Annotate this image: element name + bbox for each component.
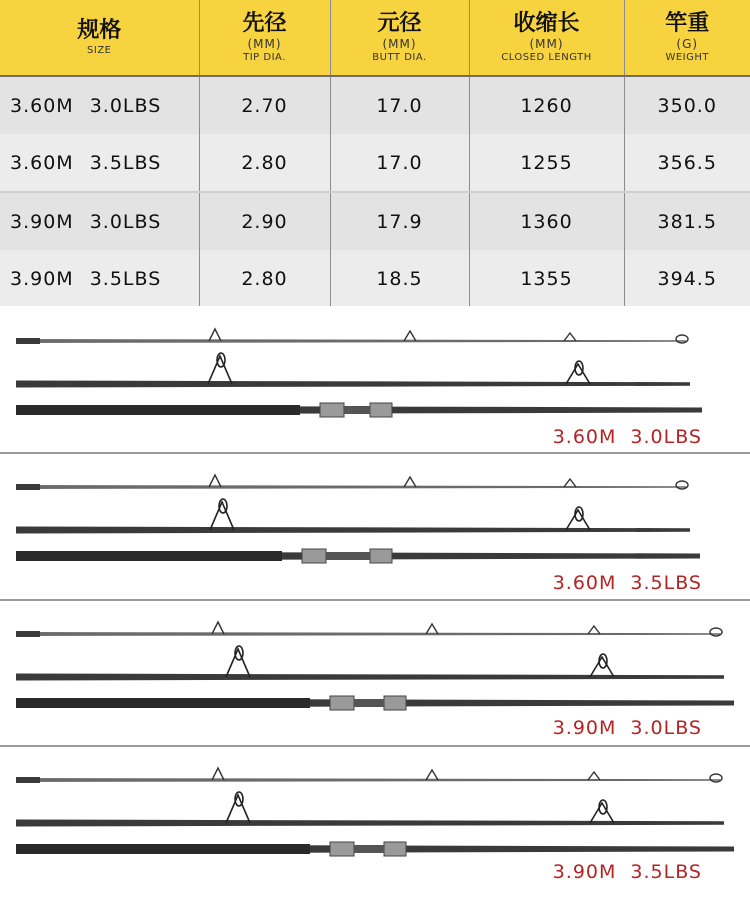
fishing-rod-butt-section — [16, 842, 734, 856]
fishing-rod-middle-section — [16, 353, 690, 388]
header-butt-unit: (MM) — [382, 37, 417, 51]
header-weight-unit: (G) — [676, 37, 699, 51]
cell-butt: 17.0 — [330, 134, 469, 192]
rod-power-label: 3.0LBS — [630, 426, 702, 448]
table-row — [0, 134, 750, 192]
size-length: 3.60M — [10, 151, 74, 174]
line-guide-icon — [426, 624, 438, 634]
rod-spec-label — [539, 861, 702, 883]
table-row — [0, 250, 750, 307]
spec-header-row — [0, 0, 750, 76]
header-tip-dia — [199, 0, 330, 76]
rod-panel-1 — [0, 306, 750, 452]
rod-power-label: 3.5LBS — [630, 572, 702, 594]
fishing-rod-tip-section — [16, 768, 722, 783]
cell-tip: 2.80 — [199, 250, 330, 307]
header-size-en: SIZE — [87, 45, 112, 56]
cell-tip: 2.70 — [199, 76, 330, 134]
fishing-rod-middle-section — [16, 792, 724, 827]
header-butt-cn: 元径 — [377, 11, 422, 36]
line-guide-icon — [209, 475, 221, 487]
header-closed-en: CLOSED LENGTH — [501, 52, 592, 63]
line-guide-icon — [564, 479, 576, 487]
line-guide-icon — [226, 795, 250, 823]
fishing-rod-middle-section — [16, 499, 690, 534]
header-closed-cn: 收缩长 — [513, 11, 580, 36]
fishing-rod-butt-section — [16, 549, 700, 563]
rod-panel-4 — [0, 745, 750, 903]
header-tip-en: TIP DIA. — [243, 52, 286, 63]
size-length: 3.90M — [10, 267, 74, 290]
rod-spec-label — [539, 572, 702, 594]
fishing-rod-middle-section — [16, 646, 724, 681]
cell-size — [0, 134, 199, 192]
rod-spec-label — [539, 426, 702, 448]
line-guide-icon — [212, 622, 224, 634]
line-guide-icon — [209, 329, 221, 341]
cell-size — [0, 192, 199, 250]
cell-size — [0, 250, 199, 307]
rod-length-label: 3.60M — [552, 426, 617, 448]
size-length: 3.60M — [10, 94, 74, 117]
reel-seat-icon — [320, 403, 392, 417]
cell-closed: 1355 — [469, 250, 624, 307]
header-tip-cn: 先径 — [242, 11, 287, 36]
line-guide-icon — [404, 477, 416, 487]
cell-closed: 1255 — [469, 134, 624, 192]
size-power: 3.0LBS — [89, 210, 162, 233]
cell-size — [0, 76, 199, 134]
header-closed-unit: (MM) — [529, 37, 564, 51]
header-butt-en: BUTT DIA. — [372, 52, 427, 63]
size-power: 3.0LBS — [89, 94, 162, 117]
table-row — [0, 192, 750, 250]
cell-weight: 381.5 — [624, 192, 750, 250]
line-guide-icon — [588, 772, 600, 780]
rod-panel-2 — [0, 452, 750, 599]
fishing-rod-tip-section — [16, 622, 722, 637]
fishing-rod-tip-section — [16, 329, 688, 344]
cell-weight: 356.5 — [624, 134, 750, 192]
line-guide-icon — [588, 626, 600, 634]
line-guide-icon — [426, 770, 438, 780]
reel-seat-icon — [330, 696, 406, 710]
cell-butt: 18.5 — [330, 250, 469, 307]
cell-tip: 2.80 — [199, 134, 330, 192]
cell-butt: 17.0 — [330, 76, 469, 134]
rod-length-label: 3.60M — [552, 572, 617, 594]
cell-closed: 1260 — [469, 76, 624, 134]
fishing-rod-butt-section — [16, 696, 734, 710]
rod-length-label: 3.90M — [552, 717, 617, 739]
header-weight — [624, 0, 750, 76]
line-guide-icon — [210, 502, 234, 530]
reel-seat-icon — [302, 549, 392, 563]
cell-tip: 2.90 — [199, 192, 330, 250]
line-guide-icon — [226, 649, 250, 677]
table-row — [0, 76, 750, 134]
cell-closed: 1360 — [469, 192, 624, 250]
header-tip-unit: (MM) — [247, 37, 282, 51]
header-weight-cn: 竿重 — [665, 11, 710, 36]
rod-panel-3 — [0, 599, 750, 745]
line-guide-icon — [212, 768, 224, 780]
fishing-rod-butt-section — [16, 403, 702, 417]
rod-length-label: 3.90M — [552, 861, 617, 883]
header-butt-dia — [330, 0, 469, 76]
size-power: 3.5LBS — [89, 267, 162, 290]
header-size-cn: 规格 — [77, 18, 122, 43]
reel-seat-icon — [330, 842, 406, 856]
header-size — [0, 0, 199, 76]
fishing-rod-tip-section — [16, 475, 688, 490]
cell-butt: 17.9 — [330, 192, 469, 250]
size-power: 3.5LBS — [89, 151, 162, 174]
cell-weight: 394.5 — [624, 250, 750, 307]
line-guide-icon — [208, 356, 232, 384]
cell-weight: 350.0 — [624, 76, 750, 134]
line-guide-icon — [404, 331, 416, 341]
size-length: 3.90M — [10, 210, 74, 233]
spec-table — [0, 0, 750, 307]
header-closed-length — [469, 0, 624, 76]
line-guide-icon — [564, 333, 576, 341]
rod-power-label: 3.5LBS — [630, 861, 702, 883]
rod-spec-label — [539, 717, 702, 739]
rod-power-label: 3.0LBS — [630, 717, 702, 739]
header-weight-en: WEIGHT — [665, 52, 710, 63]
